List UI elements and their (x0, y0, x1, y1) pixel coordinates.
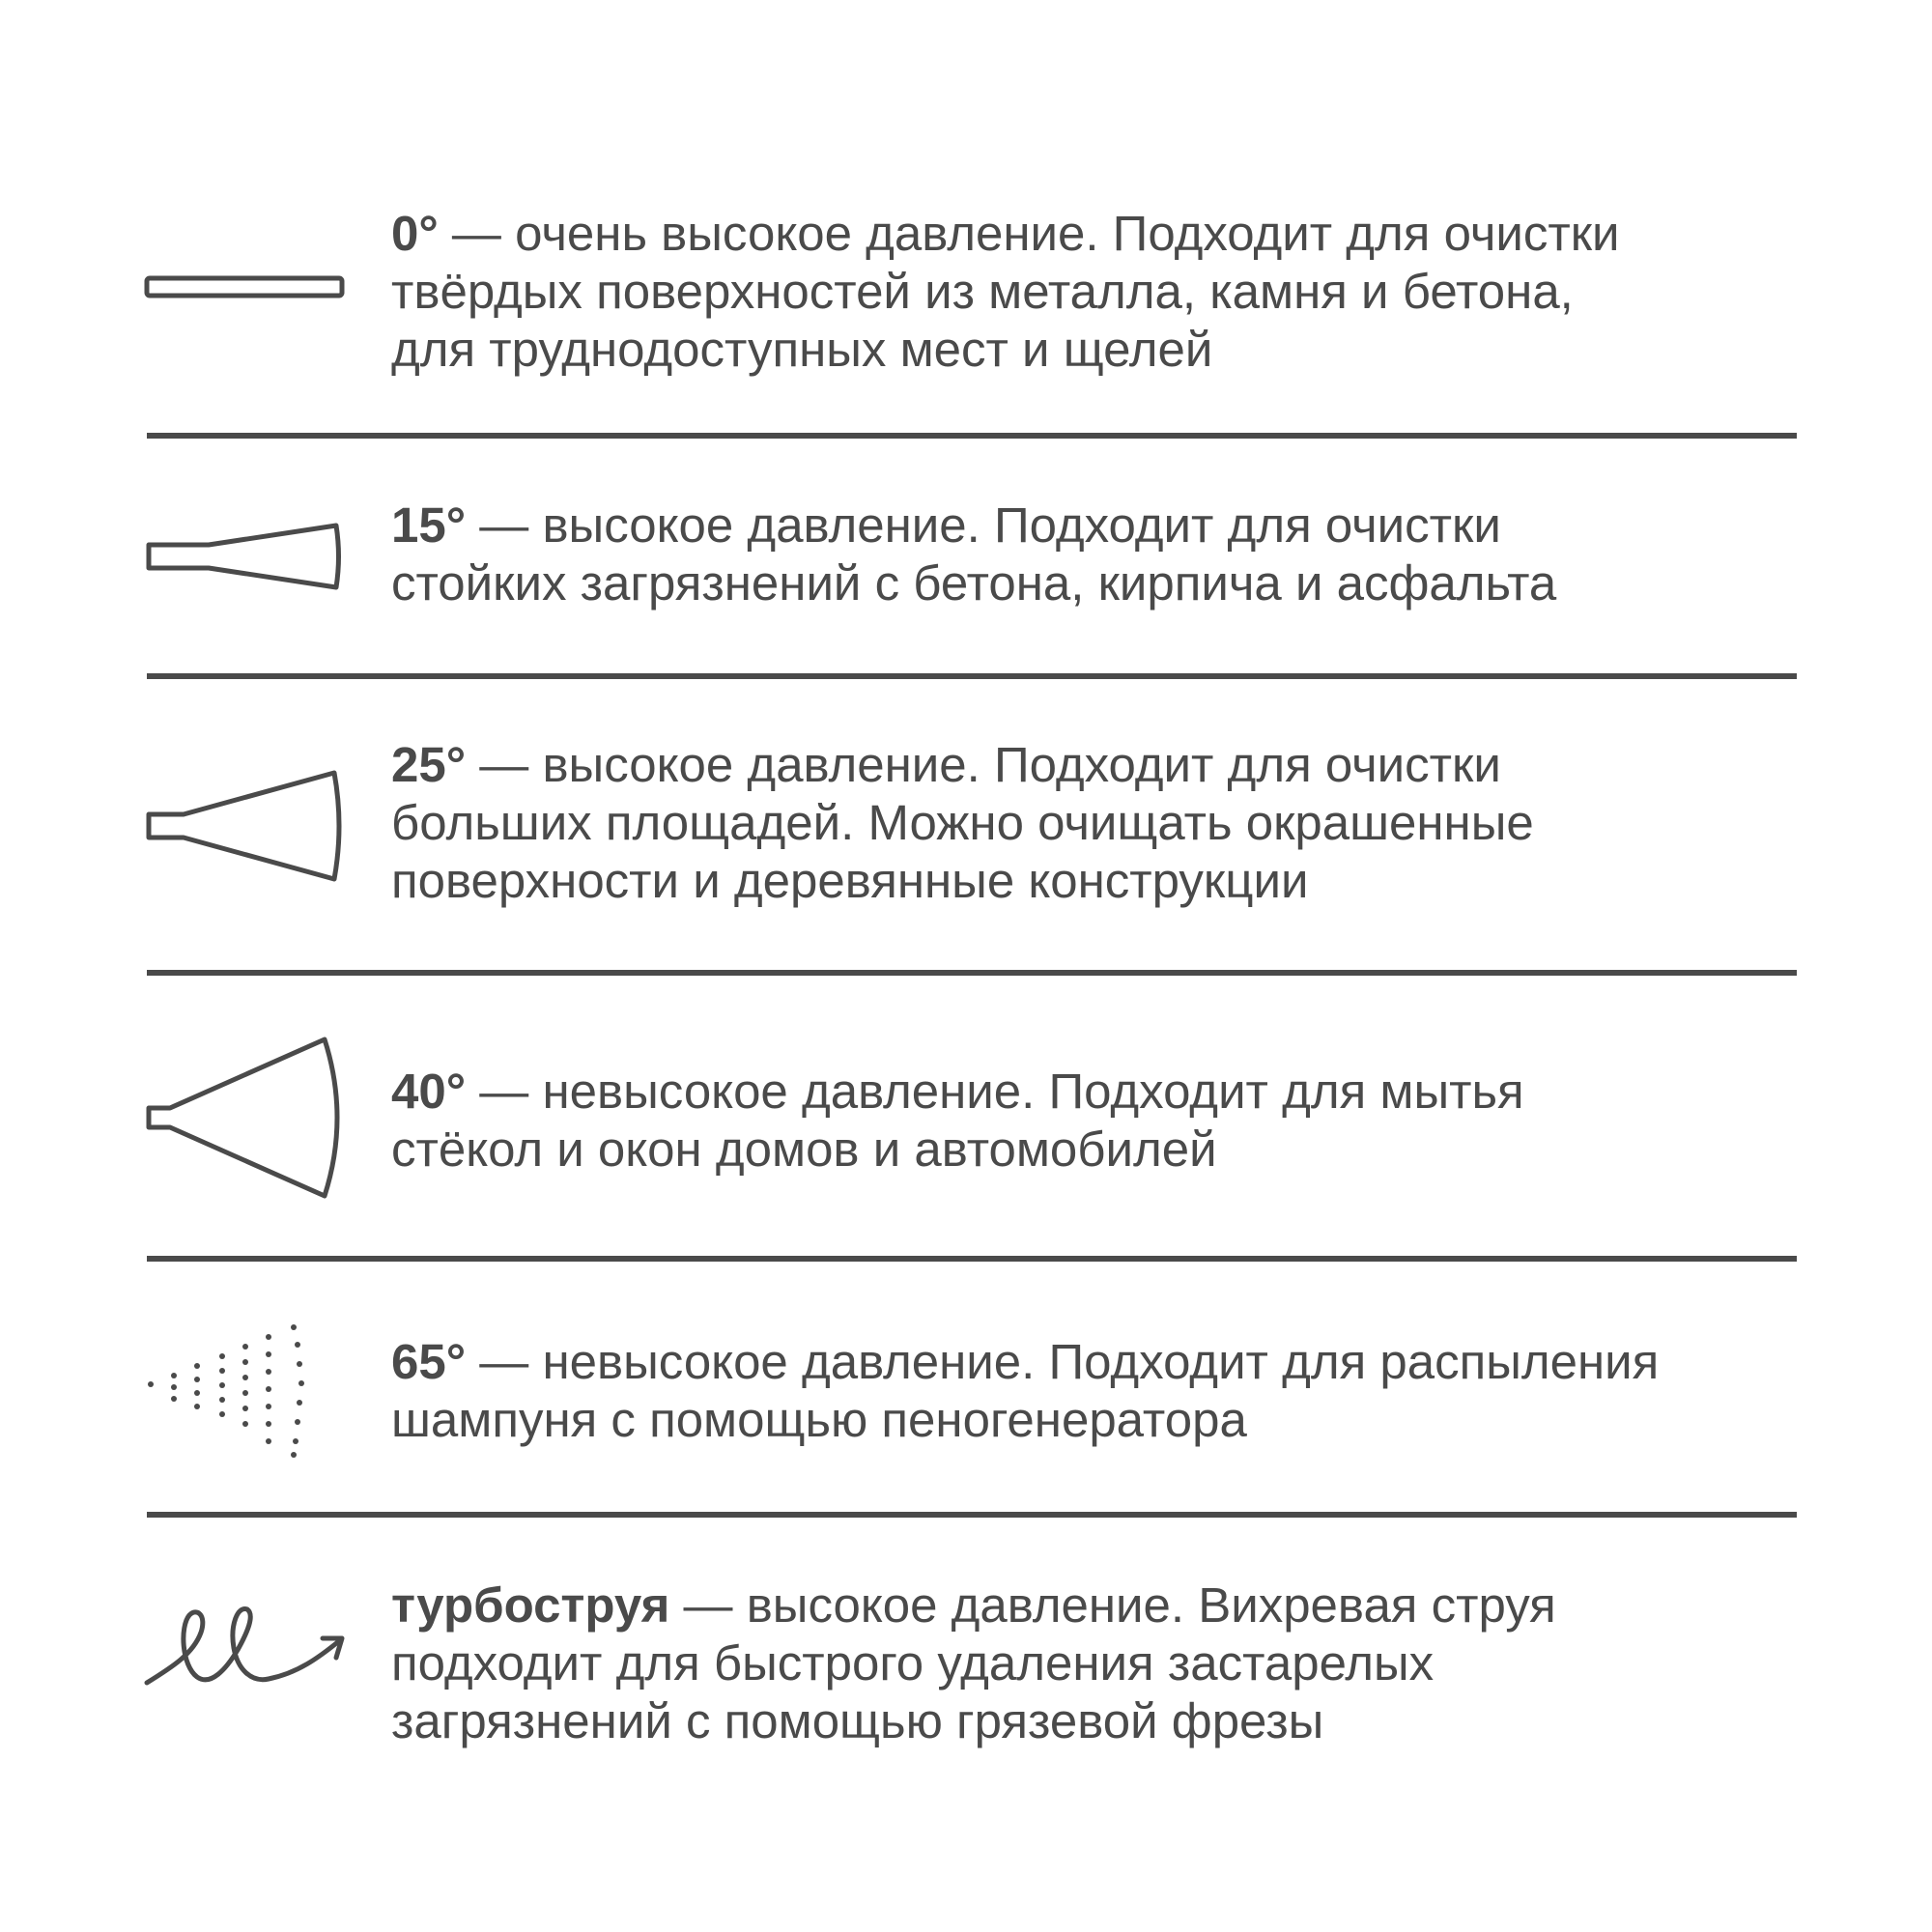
description-line: стойких загрязнений с бетона, кирпича и асфальта (391, 555, 1557, 611)
nozzle-description-turbo (391, 1577, 1821, 1750)
turbo-jet-icon (143, 1594, 355, 1700)
description-line: подходит для быстрого удаления застарелых (391, 1635, 1435, 1690)
description-line: — очень высокое давление. Подходит для очистки (438, 206, 1620, 261)
description-line: загрязнений с помощью грязевой фрезы (391, 1693, 1324, 1748)
row-divider (147, 970, 1797, 976)
description-line: твёрдых поверхностей из металла, камня и бетона, (391, 264, 1574, 319)
description-line: поверхности и деревянные конструкции (391, 853, 1309, 908)
description-line: для труднодоступных мест и щелей (391, 322, 1213, 377)
nozzle-label-turbo: турбоструя (391, 1577, 670, 1633)
description-line: шампуня с помощью пеногенератора (391, 1392, 1247, 1447)
nozzle-40-degree-icon (143, 1034, 355, 1202)
row-divider (147, 1256, 1797, 1262)
row-divider (147, 433, 1797, 439)
description-line: — высокое давление. Подходит для очистки (466, 737, 1501, 792)
nozzle-25-degree-icon (143, 767, 355, 885)
nozzle-description-25 (391, 736, 1821, 910)
nozzle-description-15 (391, 497, 1821, 612)
nozzle-0-degree-icon (143, 270, 355, 305)
description-line: — высокое давление. Подходит для очистки (466, 497, 1501, 553)
nozzle-label-0: 0° (391, 206, 439, 261)
row-divider (147, 1512, 1797, 1518)
description-line: стёкол и окон домов и автомобилей (391, 1122, 1217, 1177)
nozzle-description-65 (391, 1333, 1821, 1449)
description-line: больших площадей. Можно очищать окрашенные (391, 795, 1534, 850)
description-line: — высокое давление. Вихревая струя (669, 1577, 1556, 1633)
nozzle-description-40 (391, 1063, 1821, 1179)
nozzle-label-25: 25° (391, 737, 467, 792)
nozzle-label-40: 40° (391, 1064, 467, 1119)
nozzle-label-65: 65° (391, 1334, 467, 1389)
nozzle-label-15: 15° (391, 497, 467, 553)
nozzle-15-degree-icon (143, 518, 355, 595)
description-line: — невысокое давление. Подходит для распыления (466, 1334, 1660, 1389)
description-line: — невысокое давление. Подходит для мытья (466, 1064, 1524, 1119)
nozzle-description-0 (391, 205, 1821, 379)
row-divider (147, 673, 1797, 679)
spray-65-degree-icon (143, 1320, 355, 1459)
